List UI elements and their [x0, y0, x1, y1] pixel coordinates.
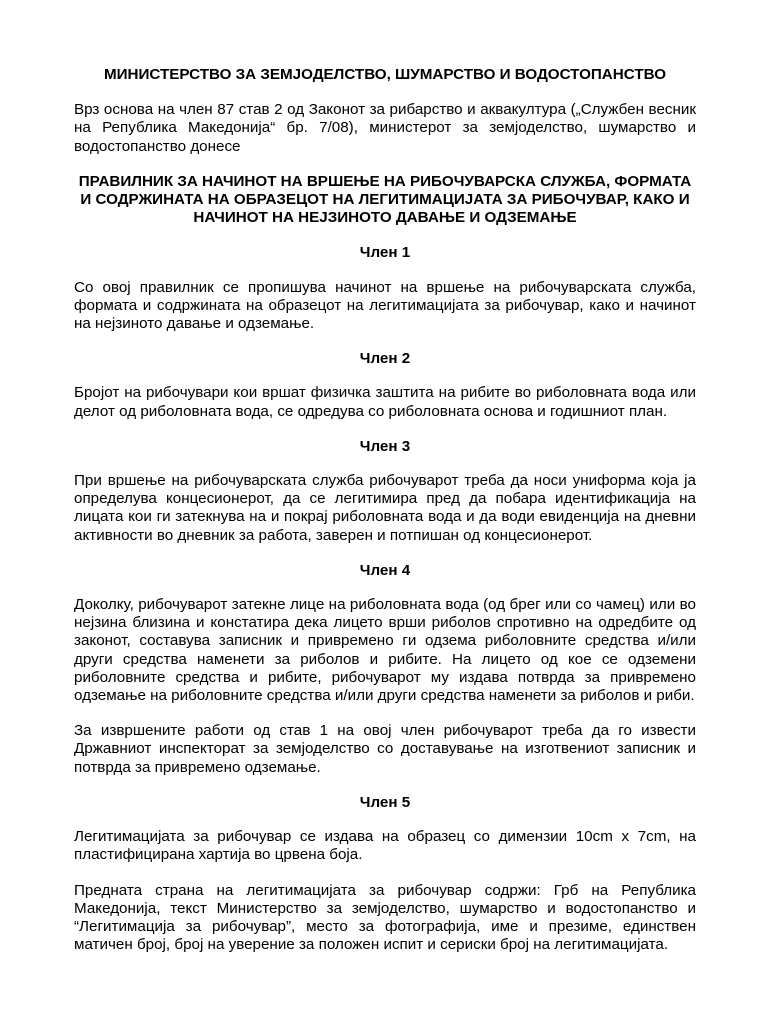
article-paragraph: Со овој правилник се пропишува начинот на вршење на рибочуварската служба, формата и содржината на образецот на легитимацијата за рибочувар, како и начинот на нејзиното давање и одземање.	[74, 278, 696, 333]
article-2	[74, 350, 696, 421]
article-heading: Член 4	[359, 561, 411, 579]
article-5	[74, 794, 696, 954]
article-heading: Член 1	[359, 244, 411, 262]
article-paragraph: Доколку, рибочуварот затекне лице на риболовната вода (од брег или со чамец) или во нејзина близина и констатира дека лицето врши риболов спротивно на одредбите од законот, составува записник и привремено ги одзема риболовните средства и/или други средства наменети за риболов и рибите. На лицето од кое се одземени риболовните средства и рибите, рибочуварот му издава потврда за привремено одземање на риболовните средства и/или други средства наменети за риболов и риби.	[74, 596, 696, 705]
article-heading: Член 5	[359, 793, 411, 811]
document-page	[74, 66, 696, 971]
article-4	[74, 562, 696, 777]
article-heading: Член 3	[359, 437, 411, 455]
article-paragraph: За извршените работи од став 1 на овој член рибочуварот треба да го извести Државниот инспекторат за земјоделство со доставување на изготвениот записник и потврда за привремено одземање.	[74, 722, 696, 776]
article-1	[74, 244, 696, 333]
regulation-title: ПРАВИЛНИК ЗА НАЧИНОТ НА ВРШЕЊЕ НА РИБОЧУВАРСКА СЛУЖБА, ФОРМАТА И СОДРЖИНАТА НА ОБРАЗЕЦОТ НА ЛЕГИТИМАЦИЈАТА ЗА РИБОЧУВАР, КАКО И НАЧИНОТ НА НЕЈЗИНОТО ДАВАЊЕ И ОДЗЕМАЊЕ	[78, 172, 692, 227]
article-heading: Член 2	[359, 350, 411, 368]
article-paragraph: При вршење на рибочуварската служба рибочуварот треба да носи униформа која ја определува концесионерот, да се легитимира пред да побара идентификација на лицата кои ги затекнува на и покрај риболовната вода и да води евиденција на дневни активности во дневник за работа, заверен и потпишан од концесионерот.	[74, 472, 696, 544]
article-paragraph: Предната страна на легитимацијата за рибочувар содржи: Грб на Република Македонија, текст Министерство за земјоделство, шумарство и водостопанство и “Легитимација за рибочувар”, место за фотографија, име и презиме, единствен матичен број, број на уверение за положен испит и сериски број на легитимацијата.	[74, 881, 696, 954]
article-3	[74, 438, 696, 545]
preamble-paragraph: Врз основа на член 87 став 2 од Законот за рибарство и аквакултура („Службен весник на Република Македонија“ бр. 7/08), министерот за земјоделство, шумарство и водостопанство донесе	[74, 101, 696, 155]
article-paragraph: Бројот на рибочувари кои вршат физичка заштита на рибите во риболовната вода или делот од риболовната вода, се одредува со риболовната основа и годишниот план.	[74, 384, 696, 420]
article-paragraph: Легитимацијата за рибочувар се издава на образец со димензии 10cm x 7cm, на пластифицирана хартија во црвена боја.	[74, 828, 696, 864]
ministry-name: МИНИСТЕРСТВО ЗА ЗЕМЈОДЕЛСТВО, ШУМАРСТВО И ВОДОСТОПАНСТВО	[103, 66, 667, 83]
